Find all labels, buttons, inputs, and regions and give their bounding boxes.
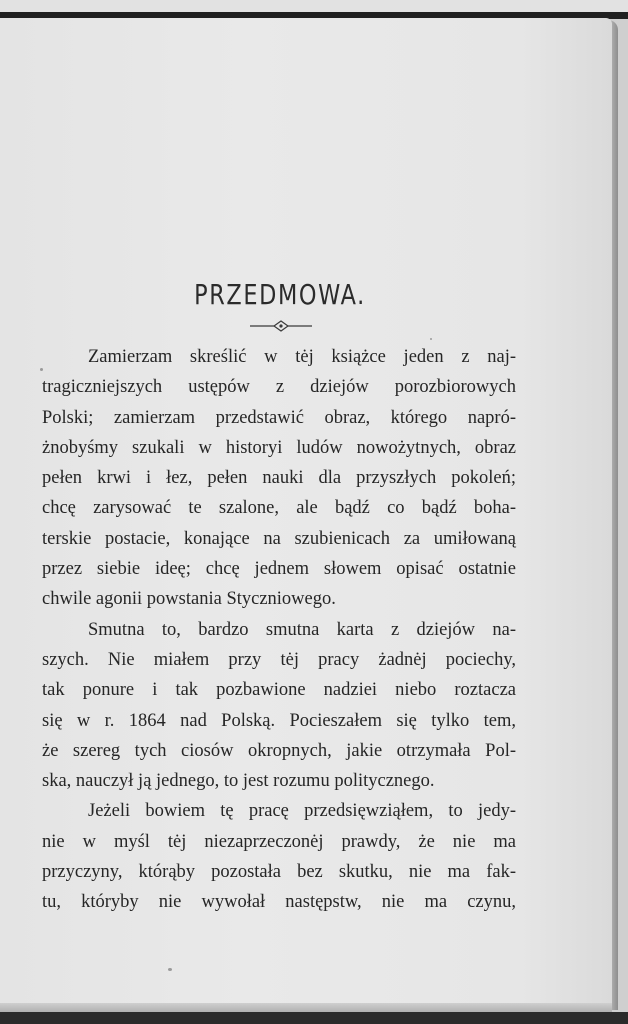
text-line: chcę zarysować te szalone, ale bądź co bądź boha- xyxy=(42,498,516,519)
text-line: szych. Nie miałem przy tėj pracy żadnėj pociechy, xyxy=(42,649,516,670)
text-line: tragiczniejszych ustępów z dziejów porozbiorowych xyxy=(42,377,516,398)
text-line: przez siebie ideę; chcę jednem słowem opisać ostatnie xyxy=(42,559,516,580)
text-line: tu, któryby nie wywołał następstw, nie ma czynu, xyxy=(42,892,516,913)
bottom-page-edge xyxy=(0,1012,628,1024)
text-line: żnobyśmy szukali w historyi ludów nowożytnych, obraz xyxy=(42,437,516,458)
text-line: się w r. 1864 nad Polską. Pocieszałem się tylko tem, xyxy=(42,710,516,731)
paper-speck xyxy=(430,338,432,340)
text-line: terskie postacie, konające na szubienicach za umiłowaną xyxy=(42,528,516,549)
page-bottom-shadow xyxy=(0,1003,612,1012)
dash-diamond-ornament-icon xyxy=(248,318,314,334)
paper-speck xyxy=(168,968,172,971)
text-line: ska, nauczył ją jednego, to jest rozumu politycznego. xyxy=(42,771,435,792)
body-text xyxy=(42,342,516,918)
text-line: Polski; zamierzam przedstawić obraz, którego napró- xyxy=(42,407,516,428)
text-line: przyczyny, którąby pozostała bez skutku, nie ma fak- xyxy=(42,862,516,883)
text-line: nie w myśl tėj niezaprzeczonėj prawdy, że nie ma xyxy=(42,831,516,852)
page-heading: PRZEDMOWA. xyxy=(194,278,366,311)
text-line: tak ponure i tak pozbawione nadziei niebo roztacza xyxy=(42,680,516,701)
text-line: chwile agonii powstania Styczniowego. xyxy=(42,589,336,610)
text-line: Jeżeli bowiem tę pracę przedsięwziąłem, to jedy- xyxy=(88,801,516,822)
text-line: Zamierzam skreślić w tėj książce jeden z naj- xyxy=(88,347,516,367)
text-line: pełen krwi i łez, pełen nauki dla przyszłych pokoleń; xyxy=(42,468,516,489)
text-line: Smutna to, bardzo smutna karta z dziejów na- xyxy=(88,619,516,640)
text-line: że szereg tych ciosów okropnych, jakie otrzymała Pol- xyxy=(42,740,516,761)
